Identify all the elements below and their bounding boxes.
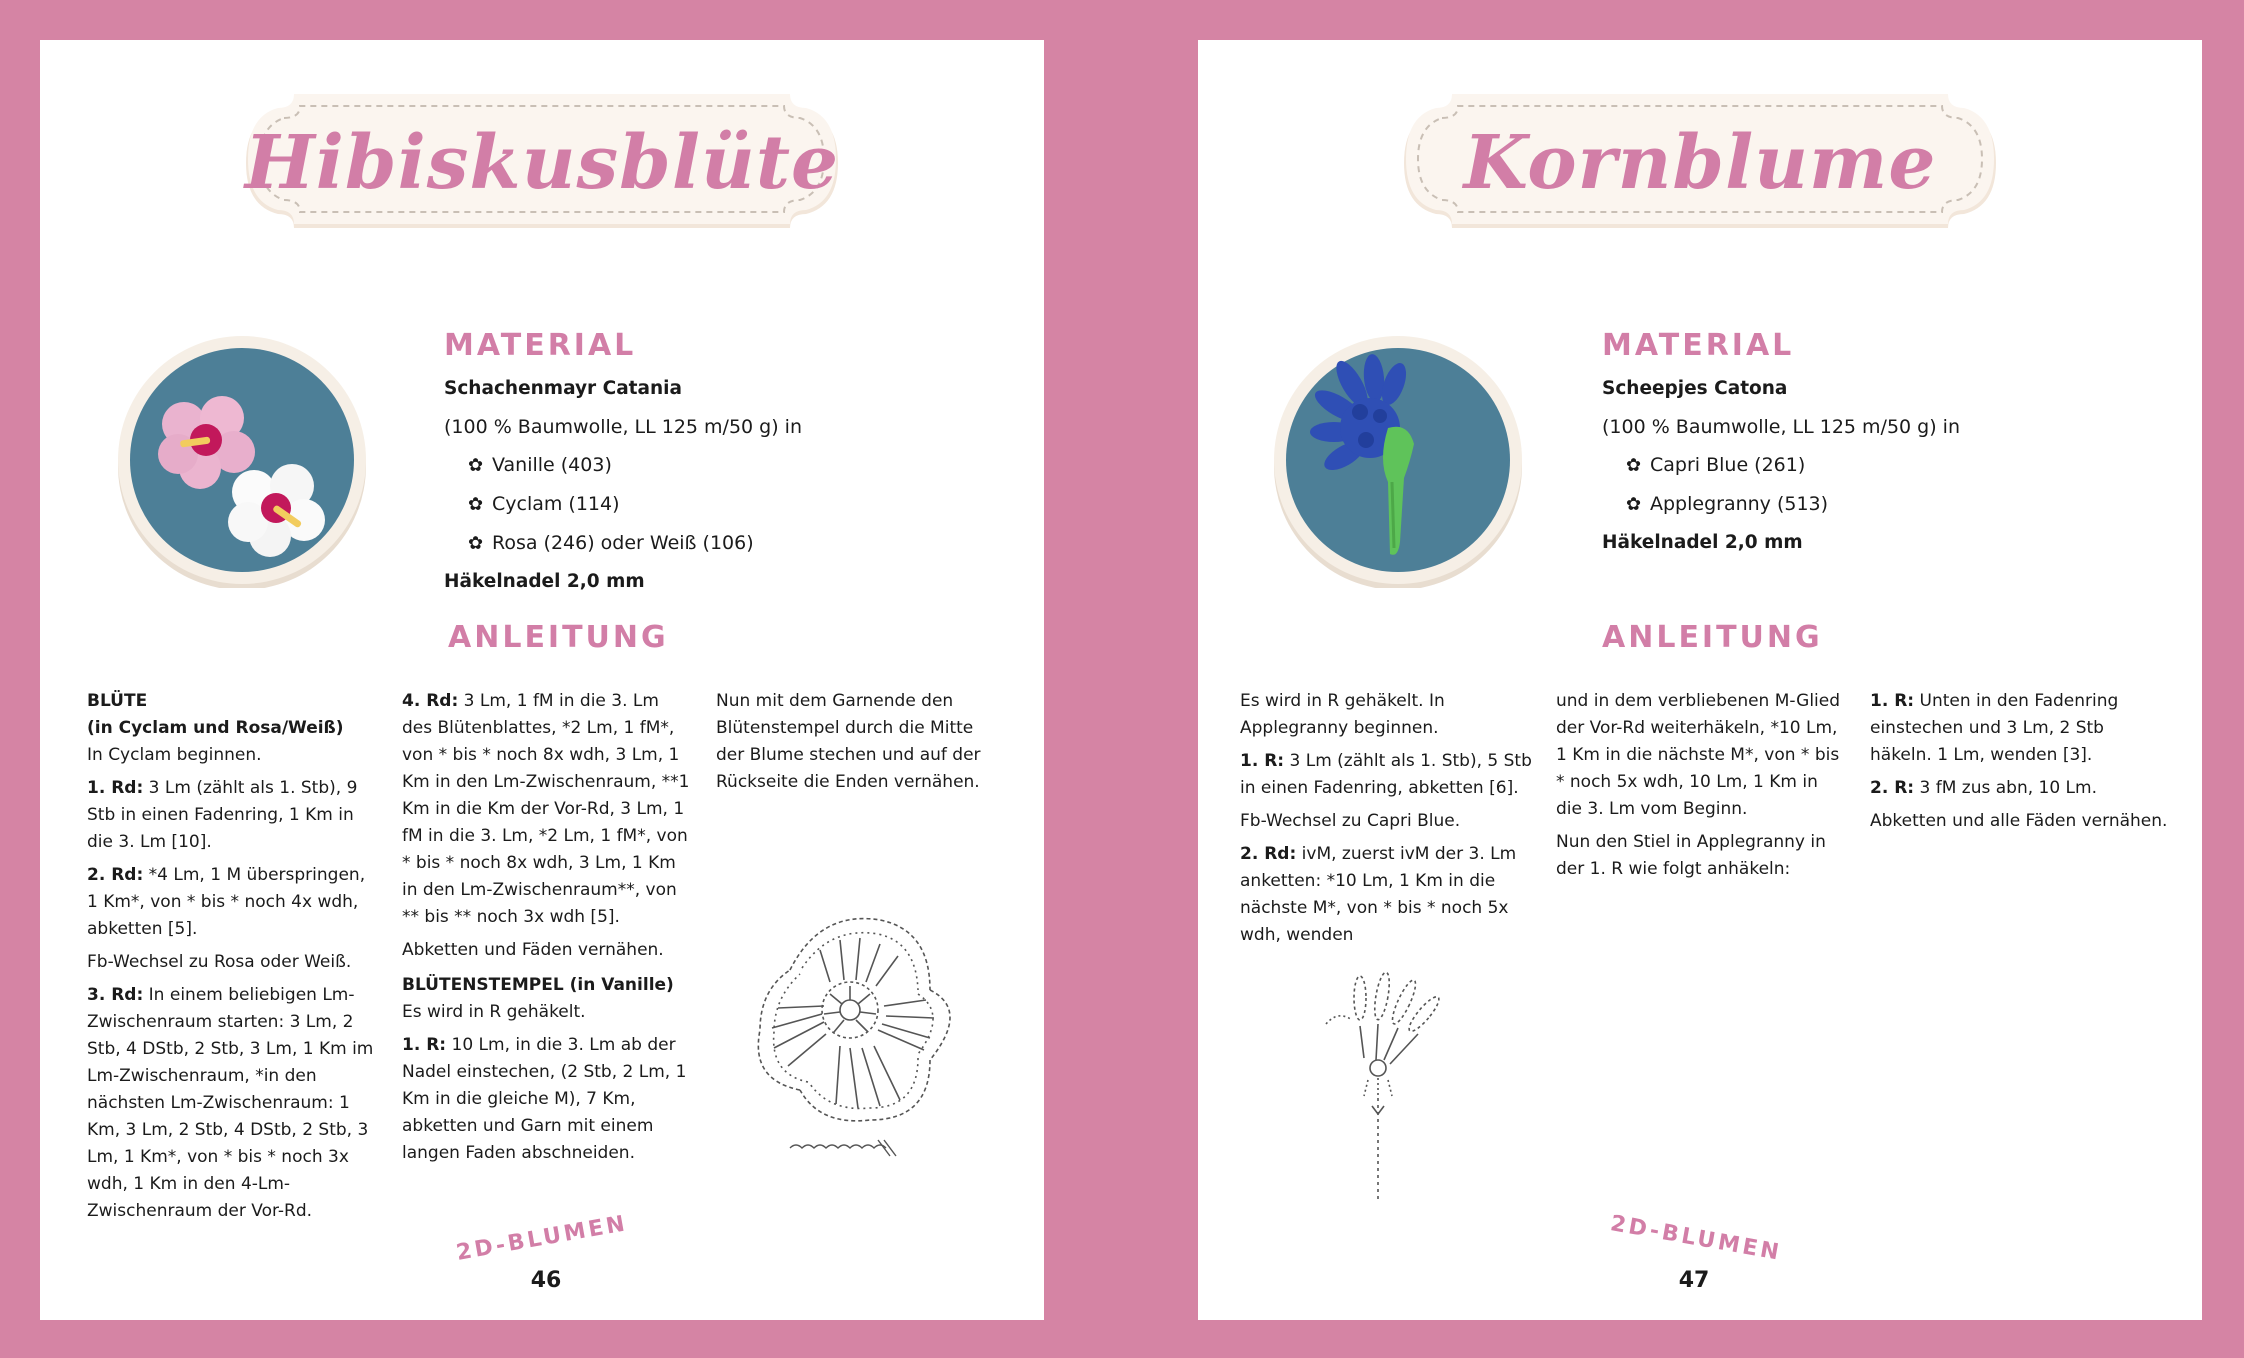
material-list [1602, 370, 2042, 562]
flower-bullet-icon: ✿ [1626, 494, 1642, 515]
instructions-column-2 [1556, 688, 1848, 889]
material-list [444, 370, 884, 601]
cornflower-photo [1270, 332, 1526, 588]
color-item: ✿ Capri Blue (261) [1602, 446, 2042, 485]
hook-size: Häkelnadel 2,0 mm [1602, 532, 1803, 553]
section-title: BLÜTENSTEMPEL (in Vanille) [402, 975, 674, 995]
section-title: BLÜTE [87, 691, 148, 711]
hibiscus-crochet-diagram [730, 890, 970, 1160]
footer-section-label: 2D-BLUMEN [454, 1211, 630, 1266]
instructions-column-3 [716, 688, 1004, 802]
page-number: 47 [1678, 1268, 1710, 1293]
instructions-heading: ANLEITUNG [1602, 620, 1823, 655]
color-item: ✿ Applegranny (513) [1602, 485, 2042, 524]
section-subtitle: (in Cyclam und Rosa/Weiß) [87, 718, 344, 738]
yarn-brand: Scheepjes Catona [1602, 378, 1788, 399]
yarn-description: (100 % Baumwolle, LL 125 m/50 g) in [1602, 416, 1961, 438]
continuation-text: und in dem verbliebenen M-Glied der Vor-Rd weiterhäkeln, *10 Lm, 1 Km in die nächste M*, von * bis * noch 5x wdh, 10 Lm, 1 Km in die 3. Lm vom Beginn. [1556, 691, 1841, 819]
finish-text: Abketten und Fäden vernähen. [402, 940, 664, 960]
round-3: 3. Rd: In einem beliebigen Lm-Zwischenraum starten: 3 Lm, 2 Stb, 4 DStb, 2 Stb, 3 Lm, 1 Km im Lm-Zwischenraum, *in den nächsten Lm-Zwischenraum: 1 Km, 3 Lm, 2 Stb, 4 DStb, 2 Stb, 3 Lm, 1 Km*, von * bis * noch 3x wdh, 1 Km in den 4-Lm-Zwischenraum der Vor-Rd. [87, 985, 374, 1221]
color-change: Fb-Wechsel zu Rosa oder Weiß. [87, 952, 352, 972]
flower-bullet-icon: ✿ [468, 494, 484, 515]
row-1: 1. R: 10 Lm, in die 3. Lm ab der Nadel einstechen, (2 Stb, 2 Lm, 1 Km in die gleiche M), 7 Km, abketten und Garn mit einem langen Faden abschneiden. [402, 1035, 687, 1163]
yarn-description: (100 % Baumwolle, LL 125 m/50 g) in [444, 416, 803, 438]
hook-size: Häkelnadel 2,0 mm [444, 571, 645, 592]
title-plaque [1396, 90, 2004, 236]
cornflower-crochet-diagram [1320, 968, 1460, 1208]
instructions-column-3 [1870, 688, 2170, 841]
start-text: Es wird in R gehäkelt. [402, 1002, 586, 1022]
round-2: 2. Rd: *4 Lm, 1 M überspringen, 1 Km*, von * bis * noch 4x wdh, abketten [5]. [87, 865, 366, 939]
start-text: In Cyclam beginnen. [87, 745, 262, 765]
finish-text: Abketten und alle Fäden vernähen. [1870, 811, 2168, 831]
yarn-brand: Schachenmayr Catania [444, 378, 682, 399]
color-item: ✿ Vanille (403) [444, 446, 884, 485]
footer-section-label: 2D-BLUMEN [1608, 1211, 1784, 1266]
flower-bullet-icon: ✿ [468, 533, 484, 554]
instructions-column-2 [402, 688, 692, 1173]
color-change: Fb-Wechsel zu Capri Blue. [1240, 811, 1461, 831]
instructions-column-1 [1240, 688, 1536, 955]
right-page [1198, 40, 2202, 1320]
color-item: ✿ Cyclam (114) [444, 485, 884, 524]
assembly-text: Nun mit dem Garnende den Blütenstempel durch die Mitte der Blume stechen und auf der Rückseite die Enden vernähen. [716, 691, 981, 792]
row-2: 2. Rd: ivM, zuerst ivM der 3. Lm anketten: *10 Lm, 1 Km in die nächste M*, von * bis * noch 5x wdh, wenden [1240, 844, 1517, 945]
flower-bullet-icon: ✿ [1626, 455, 1642, 476]
stem-text: Nun den Stiel in Applegranny in der 1. R wie folgt anhäkeln: [1556, 832, 1826, 879]
instructions-heading: ANLEITUNG [448, 620, 669, 655]
instructions-column-1 [87, 688, 379, 1231]
page-title: Hibiskusblüte [244, 120, 840, 206]
title-plaque [238, 90, 846, 236]
stem-row-2: 2. R: 3 fM zus abn, 10 Lm. [1870, 778, 2097, 798]
intro-text: Es wird in R gehäkelt. In Applegranny beginnen. [1240, 691, 1445, 738]
page-number: 46 [530, 1268, 562, 1293]
page-title: Kornblume [1463, 120, 1937, 206]
material-heading: MATERIAL [444, 328, 637, 363]
material-heading: MATERIAL [1602, 328, 1795, 363]
round-1: 1. Rd: 3 Lm (zählt als 1. Stb), 9 Stb in einen Fadenring, 1 Km in die 3. Lm [10]. [87, 778, 358, 852]
color-item: ✿ Rosa (246) oder Weiß (106) [444, 524, 884, 563]
flower-bullet-icon: ✿ [468, 455, 484, 476]
row-1: 1. R: 3 Lm (zählt als 1. Stb), 5 Stb in einen Fadenring, abketten [6]. [1240, 751, 1532, 798]
round-4: 4. Rd: 3 Lm, 1 fM in die 3. Lm des Blütenblattes, *2 Lm, 1 fM*, von * bis * noch 8x wdh, 3 Lm, 1 Km in den Lm-Zwischenraum, **1 Km in die Km der Vor-Rd, 3 Lm, 1 fM in die 3. Lm, *2 Lm, 1 fM*, von * bis * noch 8x wdh, 3 Lm, 1 Km in den Lm-Zwischenraum**, von ** bis ** noch 3x wdh [5]. [402, 691, 690, 927]
hibiscus-photo [114, 332, 370, 588]
stem-row-1: 1. R: Unten in den Fadenring einstechen und 3 Lm, 2 Stb häkeln. 1 Lm, wenden [3]. [1870, 691, 2119, 765]
left-page [40, 40, 1044, 1320]
